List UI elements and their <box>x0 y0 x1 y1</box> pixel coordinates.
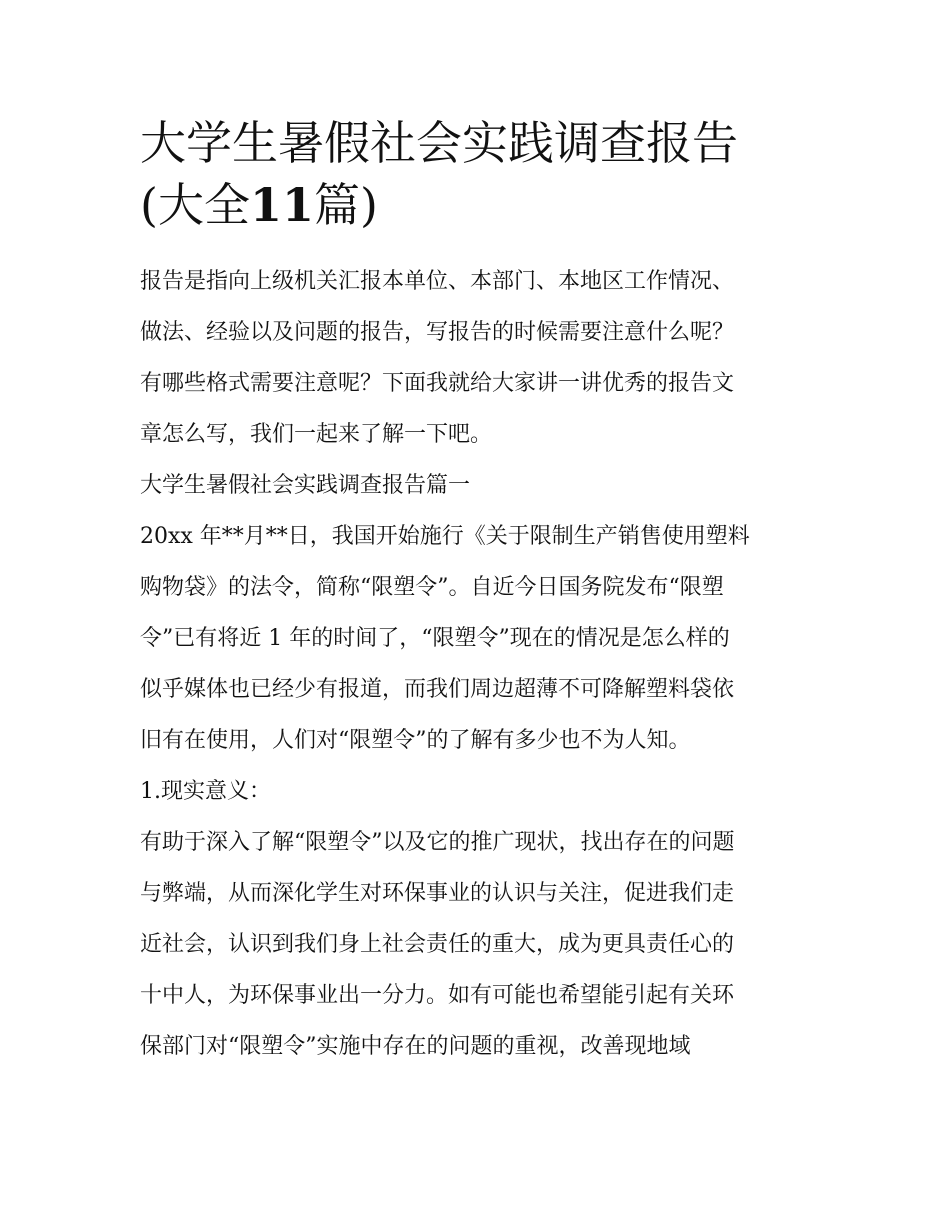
text-line: 章怎么写，我们一起来了解一下吧。 <box>140 422 493 447</box>
document-body <box>140 256 820 1072</box>
text-line: 大学生暑假社会实践调查报告篇一 <box>140 473 471 498</box>
paragraph-significance <box>140 817 820 1072</box>
title-prefix: (大全 <box>140 178 250 232</box>
text-line: 做法、经验以及问题的报告，写报告的时候需要注意什么呢？ <box>140 320 735 345</box>
text-line: 与弊端，从而深化学生对环保事业的认识与关注，促进我们走 <box>140 881 735 906</box>
section-heading <box>140 460 820 511</box>
title-number: 11 <box>249 178 314 232</box>
text-line: 有哪些格式需要注意呢？下面我就给大家讲一讲优秀的报告文 <box>140 371 735 396</box>
text-line: 20xx 年**月**日，我国开始施行《关于限制生产销售使用塑料 <box>140 524 750 549</box>
text-line: 报告是指向上级机关汇报本单位、本部门、本地区工作情况、 <box>140 269 735 294</box>
title-line-1: 大学生暑假社会实践调查报告 <box>140 116 738 170</box>
text-line: 保部门对“限塑令”实施中存在的问题的重视，改善现地域 <box>140 1034 691 1059</box>
document-page <box>140 112 820 1072</box>
text-line: 有助于深入了解“限塑令”以及它的推广现状，找出存在的问题 <box>140 830 735 855</box>
text-line: 近社会，认识到我们身上社会责任的重大，成为更具责任心的 <box>140 932 735 957</box>
text-line: 令”已有将近 1 年的时间了，“限塑令”现在的情况是怎么样的 <box>140 626 730 651</box>
document-title <box>140 112 820 236</box>
title-line-2 <box>140 174 820 236</box>
title-suffix: 篇) <box>313 178 378 232</box>
text-line: 1.现实意义： <box>140 779 271 804</box>
subheading-significance <box>140 766 820 817</box>
text-line: 旧有在使用，人们对“限塑令”的了解有多少也不为人知。 <box>140 728 691 753</box>
text-line: 似乎媒体也已经少有报道，而我们周边超薄不可降解塑料袋依 <box>140 677 735 702</box>
text-line: 购物袋》的法令，简称“限塑令”。自近今日国务院发布“限塑 <box>140 575 724 600</box>
paragraph-background <box>140 511 820 766</box>
paragraph-intro <box>140 256 820 460</box>
text-line: 十中人，为环保事业出一分力。如有可能也希望能引起有关环 <box>140 983 735 1008</box>
